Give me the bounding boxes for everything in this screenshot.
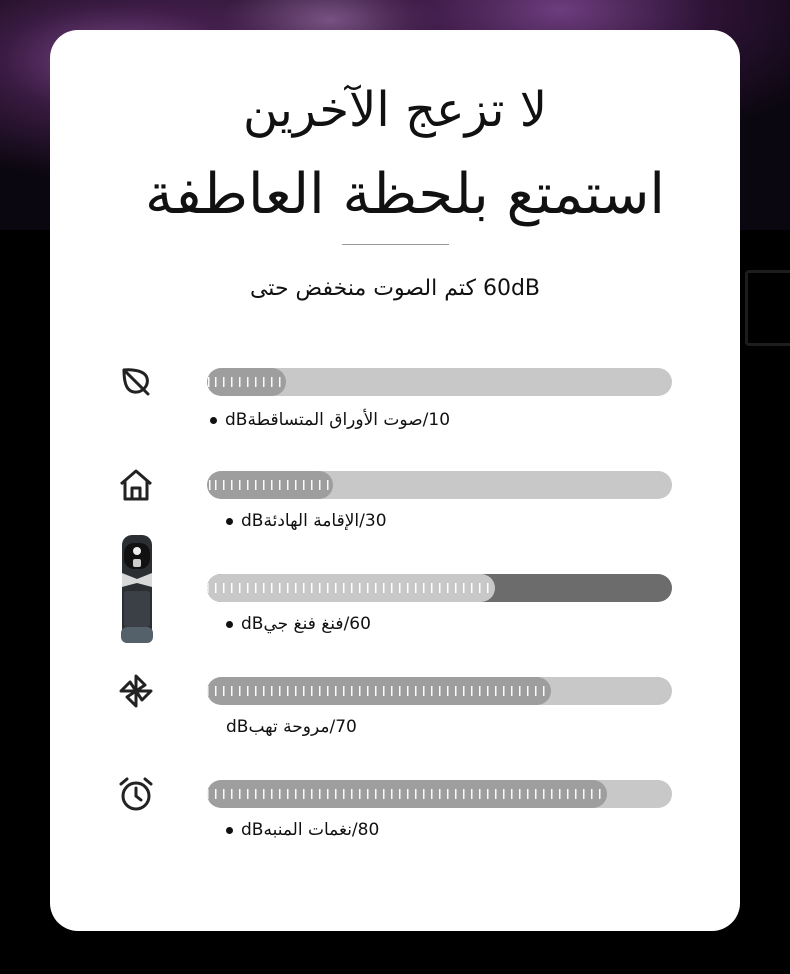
alarm-clock-icon: [112, 770, 160, 818]
house-icon: [112, 461, 160, 509]
bullet: [210, 417, 217, 424]
level-fill: [207, 574, 495, 602]
title-line-1: لا تزعج الآخرين: [242, 82, 548, 138]
level-fill: [207, 780, 607, 808]
leaf-icon: [112, 358, 160, 406]
level-label: 30/الإقامة الهادئةdB: [226, 511, 387, 531]
level-track: [207, 780, 672, 808]
level-track: [207, 471, 672, 499]
level-fill: [207, 368, 286, 396]
level-track: [207, 574, 672, 602]
bullet: [226, 621, 233, 628]
background-decoration: [745, 270, 790, 346]
content-card: [50, 30, 740, 931]
title-divider: [342, 244, 449, 245]
level-row-alarm: [50, 780, 740, 880]
level-label: 80/نغمات المنبهdB: [226, 820, 379, 840]
level-label: 70/مروحة تهبdB: [226, 717, 357, 737]
level-fill: [207, 471, 333, 499]
bullet: [226, 518, 233, 525]
level-track: [207, 368, 672, 396]
level-row-fan: [50, 677, 740, 777]
level-row-leaves: [50, 368, 740, 468]
subtitle: 60dB كتم الصوت منخفض حتى: [249, 276, 541, 301]
level-row-product: [50, 574, 740, 674]
level-label: 10/صوت الأوراق المتساقطةdB: [210, 410, 450, 430]
level-track: [207, 677, 672, 705]
bullet: [226, 827, 233, 834]
level-label: 60/فنغ فنغ جيdB: [226, 614, 371, 634]
level-fill: [207, 677, 551, 705]
fan-icon: [112, 667, 160, 715]
title-line-2: استمتع بلحظة العاطفة: [145, 162, 665, 227]
